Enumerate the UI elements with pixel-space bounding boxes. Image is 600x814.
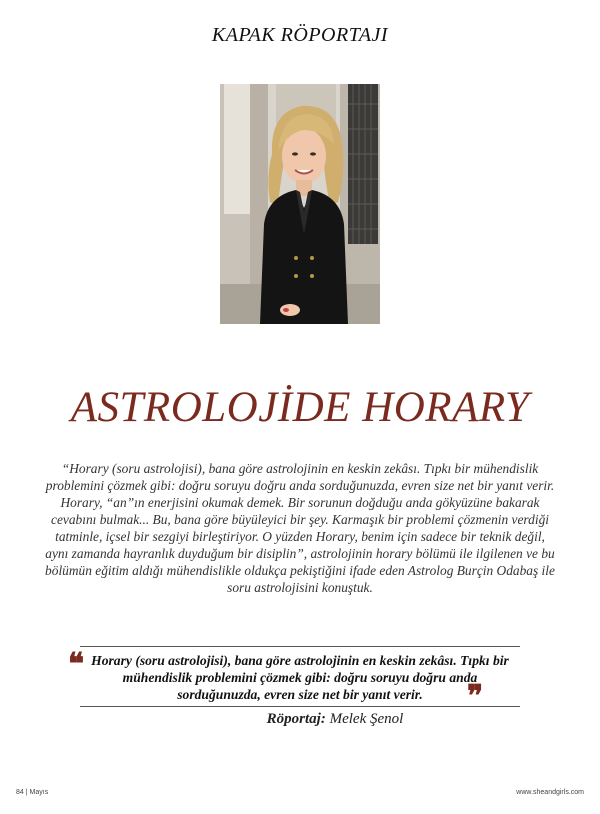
footer-separator: | [25,789,28,796]
website-link[interactable]: www.sheandgirls.com [516,789,584,796]
section-header: KAPAK RÖPORTAJI [211,24,389,46]
pullquote-bottom-rule [80,706,520,707]
byline [0,711,600,728]
close-quote-icon: ❞ [467,680,484,713]
portrait-photo [220,84,380,324]
byline-author: Melek Şenol [329,711,404,727]
page-number: 84 [16,789,24,796]
pullquote-top-rule [80,646,520,647]
pull-quote: Horary (soru astrolojisi), bana göre astrolojinin en keskin zekâsı. Tıpkı bir mühendislik problemini çözmek gibi: doğru soruyu doğru anda sorduğunuzda, evren size net bir yanıt verir. [91,653,509,702]
intro-paragraph: “Horary (soru astrolojisi), bana göre astrolojinin en keskin zekâsı. Tıpkı bir mühendislik problemini çözmek gibi: doğru soruyu doğru anda sorduğunuzda, evren size net bir yanıt verir. Horary, “an”ın enerjisini okumak demek. Bir sorunun doğduğu anda gökyüzüne bakarak cevabını bulmak... Bu, bana göre büyüleyici bir şey. Karmaşık bir problemi çözmenin verdiği tatminle, içsel bir sezgiyi birleştiriyor. O yüzden Horary, benim için sadece bir teknik değil, aynı zamanda hayranlık duyduğum bir disiplin”, astrolojinin horary bölümü ile ilgilenen ve bu bölümün eğitim aldığı mühendislikle oldukça pekiştiğini ifade eden Astrolog Burçin Odabaş ile soru astrolojisini konuştuk. [45,461,555,595]
byline-label: Röportaj: [266,711,326,727]
issue-month: Mayıs [29,789,49,796]
open-quote-icon: ❝ [68,648,85,681]
article-headline: ASTROLOJİDE HORARY [70,384,530,431]
page-footer-left [16,789,48,796]
